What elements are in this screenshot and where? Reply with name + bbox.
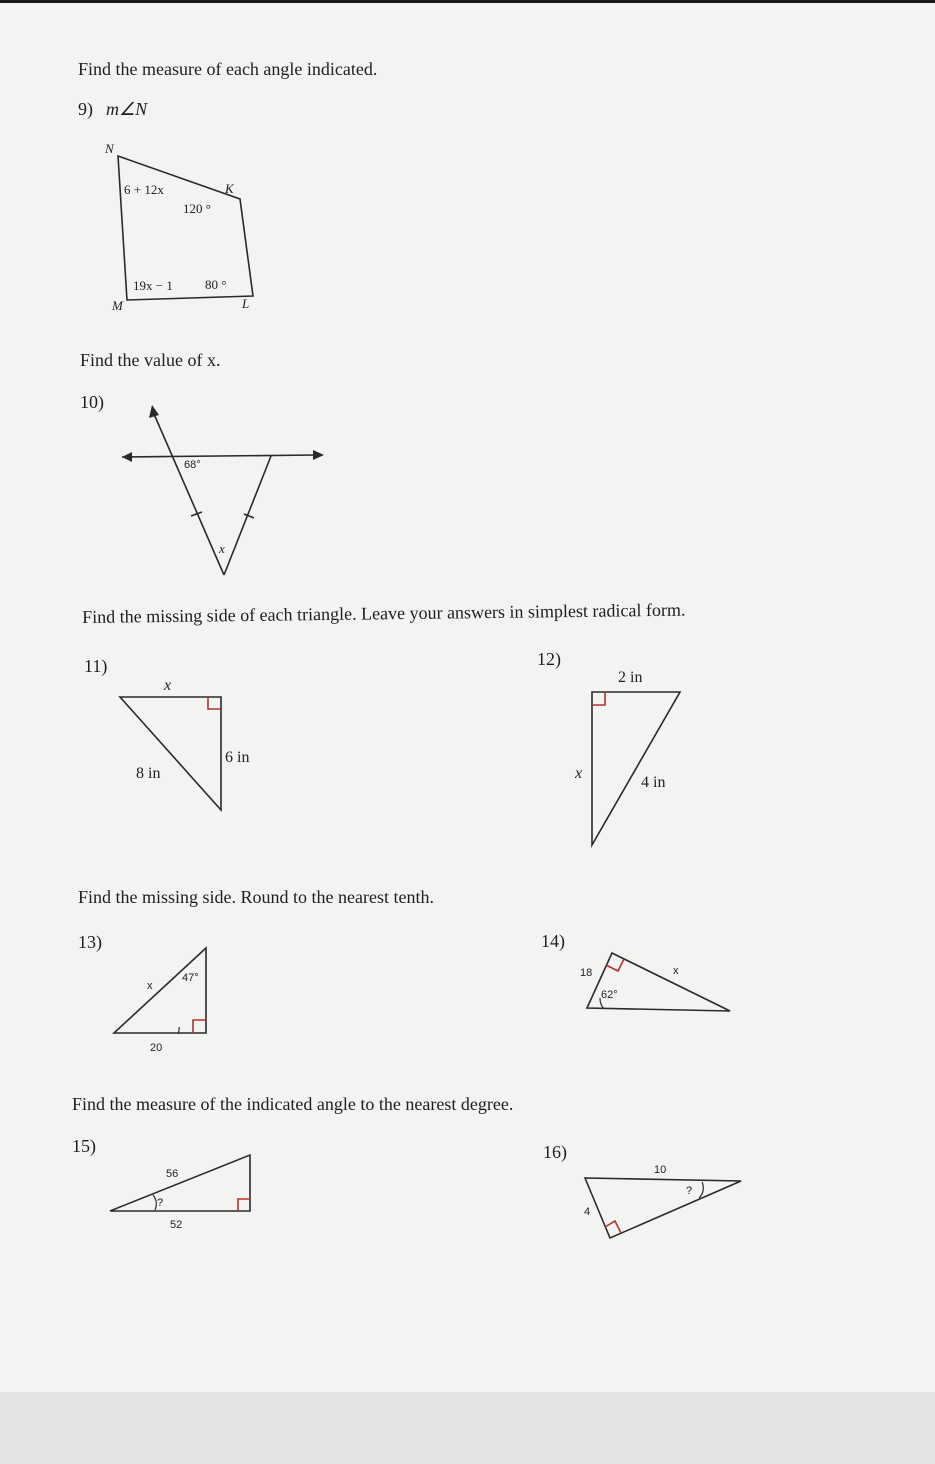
p14-side-x: x: [673, 965, 679, 977]
p9-angle-k: 120 °: [183, 201, 211, 216]
p12-side-hyp: 4 in: [641, 774, 666, 791]
p12-triangle: [592, 692, 680, 845]
p9-vertex-n: N: [105, 141, 114, 156]
p11-right-angle: [208, 697, 221, 709]
p15-right-angle: [238, 1199, 250, 1211]
p12-side-top: 2 in: [618, 669, 643, 686]
problem-13-number: 13): [78, 932, 102, 952]
p13-side-base: 20: [150, 1042, 163, 1054]
problem-14-number: 14): [541, 931, 565, 951]
problem-11-number: 11): [84, 656, 108, 676]
p16-angle-arc: [699, 1182, 703, 1198]
p12-side-left: x: [575, 765, 583, 782]
p15-angle-arc: [153, 1195, 156, 1210]
p12-right-angle: [592, 692, 605, 705]
problem-10-number: 10): [80, 392, 104, 412]
p10-angle-top: 68°: [184, 459, 201, 471]
p16-angle: ?: [686, 1185, 693, 1197]
problem-9-number: 9): [78, 99, 93, 119]
p16-side-left: 4: [584, 1206, 591, 1218]
p15-side-base: 52: [170, 1219, 183, 1231]
p11-side-right: 6 in: [225, 749, 250, 766]
heading-value: Find the value of x.: [80, 350, 221, 370]
p10-angle-bottom: x: [219, 541, 225, 556]
problem-15-number: 15): [72, 1136, 96, 1156]
p11-side-top: x: [164, 677, 172, 694]
p11-triangle: [120, 697, 221, 810]
heading-radical: Find the missing side of each triangle. Leave your answers in simplest radical form.: [82, 599, 686, 627]
p10-left-side: [154, 414, 224, 575]
p15-triangle: [110, 1155, 250, 1211]
p15-angle: ?: [157, 1197, 164, 1209]
p9-angle-n: 6 + 12x: [124, 182, 164, 197]
p13-right-angle: [193, 1020, 206, 1033]
p16-triangle: [585, 1178, 741, 1238]
heading-angles: Find the measure of each angle indicated.: [78, 59, 378, 79]
p14-triangle: [587, 953, 730, 1011]
p9-vertex-k: K: [225, 181, 234, 196]
p10-arrow-right: [313, 450, 324, 460]
p13-angle-arc: [178, 1027, 179, 1034]
p13-angle: 47°: [182, 972, 199, 984]
p10-tick-right: [244, 514, 254, 518]
p11-side-hyp: 8 in: [136, 765, 161, 782]
p9-angle-m: 19x − 1: [133, 278, 173, 293]
problem-12-number: 12): [537, 649, 561, 669]
p10-arrow-up: [149, 405, 159, 418]
p9-vertex-l: L: [242, 296, 250, 311]
p13-side-x: x: [147, 980, 153, 992]
p16-side-top: 10: [654, 1164, 667, 1176]
p14-angle: 62°: [601, 989, 618, 1001]
problem-9-prompt: m∠N: [106, 99, 148, 119]
p10-transversal: [122, 455, 316, 457]
p14-side-left: 18: [580, 967, 593, 979]
p9-angle-l: 80 °: [205, 277, 227, 292]
heading-nearest-tenth: Find the missing side. Round to the nearest tenth.: [78, 887, 434, 907]
heading-nearest-degree: Find the measure of the indicated angle to the nearest degree.: [72, 1094, 514, 1114]
p9-vertex-m: M: [112, 298, 123, 313]
p10-arrow-left: [122, 452, 132, 462]
p15-side-hyp: 56: [166, 1168, 179, 1180]
problem-16-number: 16): [543, 1142, 567, 1162]
